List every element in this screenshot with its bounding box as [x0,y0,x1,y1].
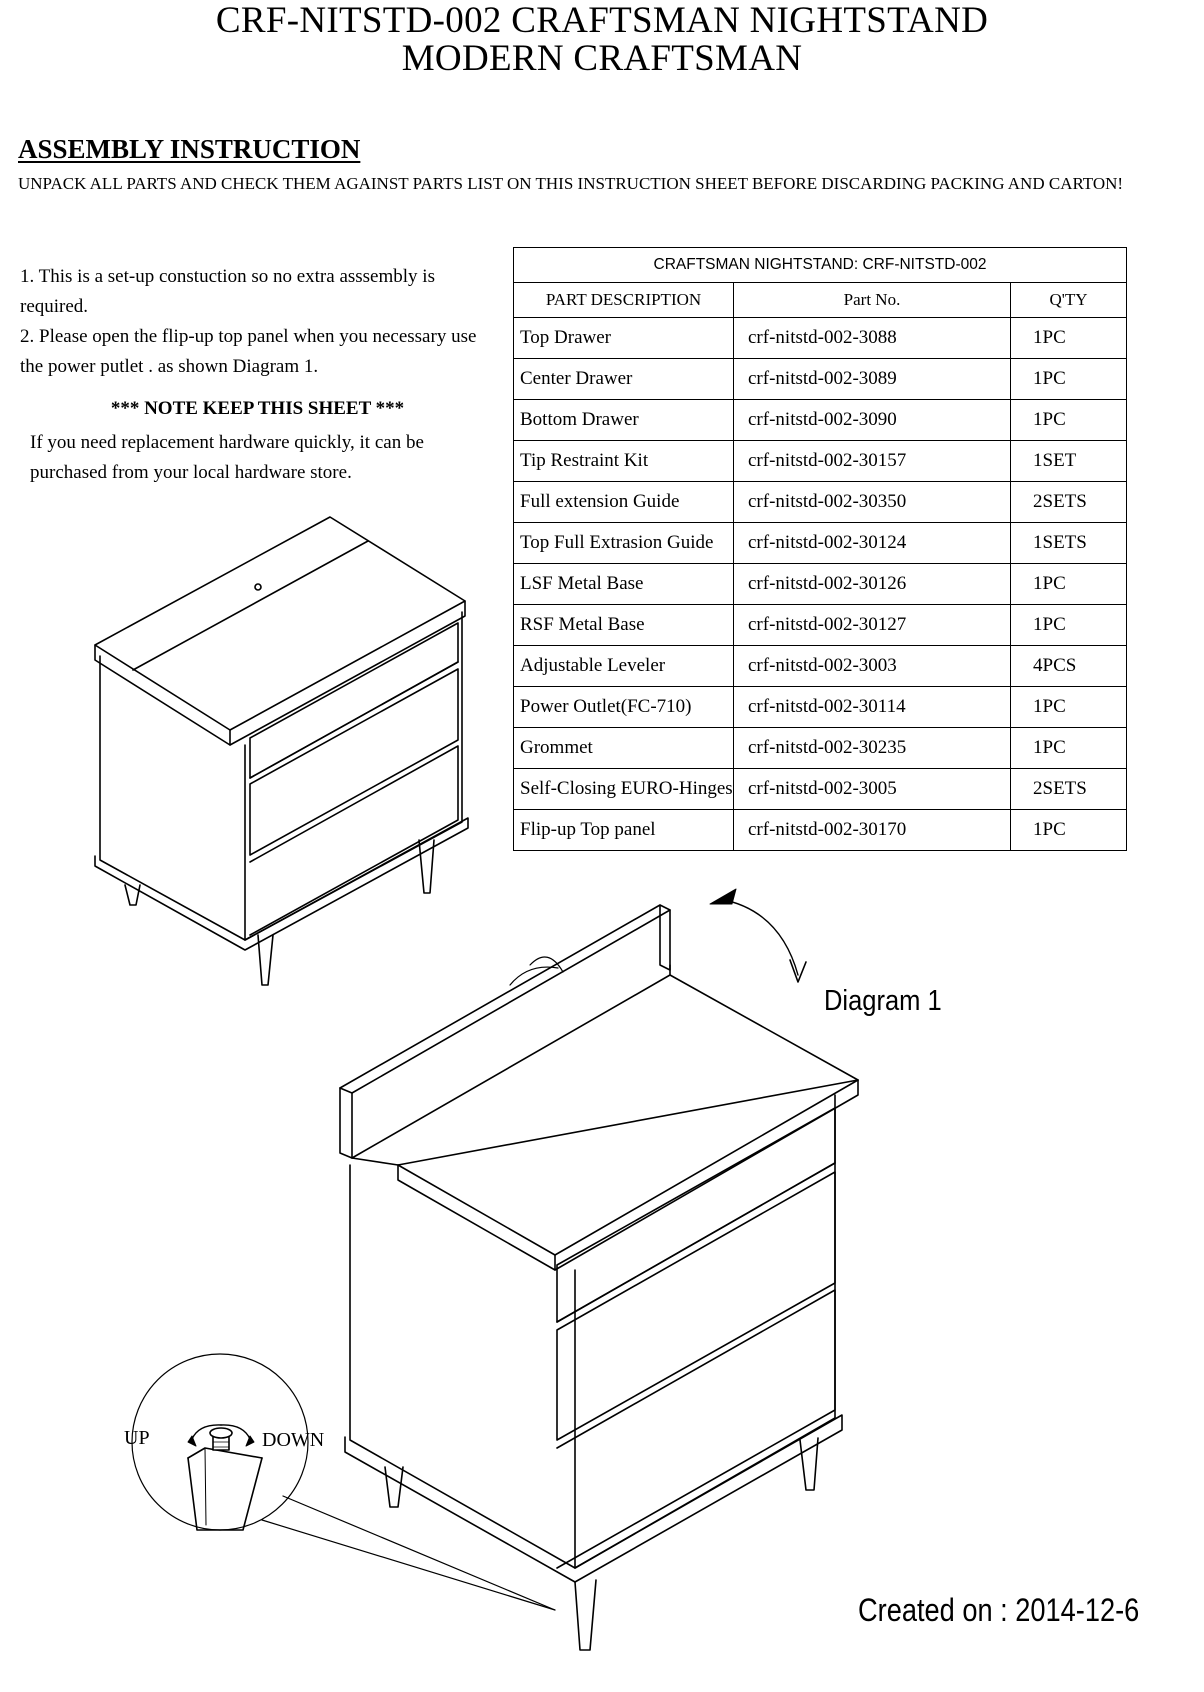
part-description: LSF Metal Base [514,564,734,605]
part-quantity: 1PC [1011,359,1127,400]
leveler-up-label: UP [124,1427,150,1449]
part-description: Center Drawer [514,359,734,400]
nightstand-open-illustration [340,889,858,1650]
part-description: Bottom Drawer [514,400,734,441]
note-title: *** NOTE KEEP THIS SHEET *** [110,398,405,419]
note-body: If you need replacement hardware quickly, it can be purchased from your local hardware store. [30,432,424,483]
part-number: crf-nitstd-002-3090 [734,400,1011,441]
title-line-1: CRF-NITSTD-002 CRAFTSMAN NIGHTSTAND [215,0,989,41]
title-line-2: MODERN CRAFTSMAN [401,38,803,79]
part-quantity: 4PCS [1011,646,1127,687]
part-quantity: 1PC [1011,400,1127,441]
part-description: Adjustable Leveler [514,646,734,687]
part-description: Power Outlet(FC-710) [514,687,734,728]
part-number: crf-nitstd-002-30114 [734,687,1011,728]
column-header-description: PART DESCRIPTION [514,283,734,318]
part-quantity: 2SETS [1011,482,1127,523]
diagram-label: Diagram 1 [824,985,942,1017]
part-quantity: 1PC [1011,564,1127,605]
nightstand-closed-illustration [95,517,468,985]
part-description: Top Drawer [514,318,734,359]
part-quantity: 1PC [1011,605,1127,646]
assembly-heading: ASSEMBLY INSTRUCTION [18,134,361,164]
unpack-notice: UNPACK ALL PARTS AND CHECK THEM AGAINST PARTS LIST ON THIS INSTRUCTION SHEET BEFORE DISCARDING PACKING AND CARTON! [18,174,1124,193]
part-quantity: 1SETS [1011,523,1127,564]
part-quantity: 1PC [1011,728,1127,769]
part-description: Top Full Extrasion Guide [514,523,734,564]
column-header-qty: Q'TY [1011,283,1127,318]
created-date: Created on : 2014-12-6 [858,1592,1140,1628]
part-number: crf-nitstd-002-3003 [734,646,1011,687]
part-quantity: 2SETS [1011,769,1127,810]
part-quantity: 1SET [1011,441,1127,482]
instruction-step-2: 2. Please open the flip-up top panel when you necessary use the power putlet . as shown Diagram 1. [20,326,477,377]
part-quantity: 1PC [1011,687,1127,728]
part-number: crf-nitstd-002-3005 [734,769,1011,810]
part-quantity: 1PC [1011,810,1127,851]
part-description: Tip Restraint Kit [514,441,734,482]
part-number: crf-nitstd-002-30350 [734,482,1011,523]
leveler-down-label: DOWN [262,1429,325,1451]
part-number: crf-nitstd-002-30235 [734,728,1011,769]
parts-table-caption: CRAFTSMAN NIGHTSTAND: CRF-NITSTD-002 [514,248,1127,283]
part-description: Grommet [514,728,734,769]
part-quantity: 1PC [1011,318,1127,359]
part-number: crf-nitstd-002-30127 [734,605,1011,646]
column-header-part-no: Part No. [734,283,1011,318]
part-number: crf-nitstd-002-3089 [734,359,1011,400]
part-number: crf-nitstd-002-30124 [734,523,1011,564]
part-number: crf-nitstd-002-30126 [734,564,1011,605]
part-description: Full extension Guide [514,482,734,523]
part-number: crf-nitstd-002-30157 [734,441,1011,482]
part-number: crf-nitstd-002-3088 [734,318,1011,359]
part-description: RSF Metal Base [514,605,734,646]
leveler-detail-illustration [132,1354,555,1610]
instruction-step-1: 1. This is a set-up constuction so no extra asssembly is required. [20,266,435,317]
part-description: Flip-up Top panel [514,810,734,851]
part-number: crf-nitstd-002-30170 [734,810,1011,851]
part-description: Self-Closing EURO-Hinges [514,769,734,810]
